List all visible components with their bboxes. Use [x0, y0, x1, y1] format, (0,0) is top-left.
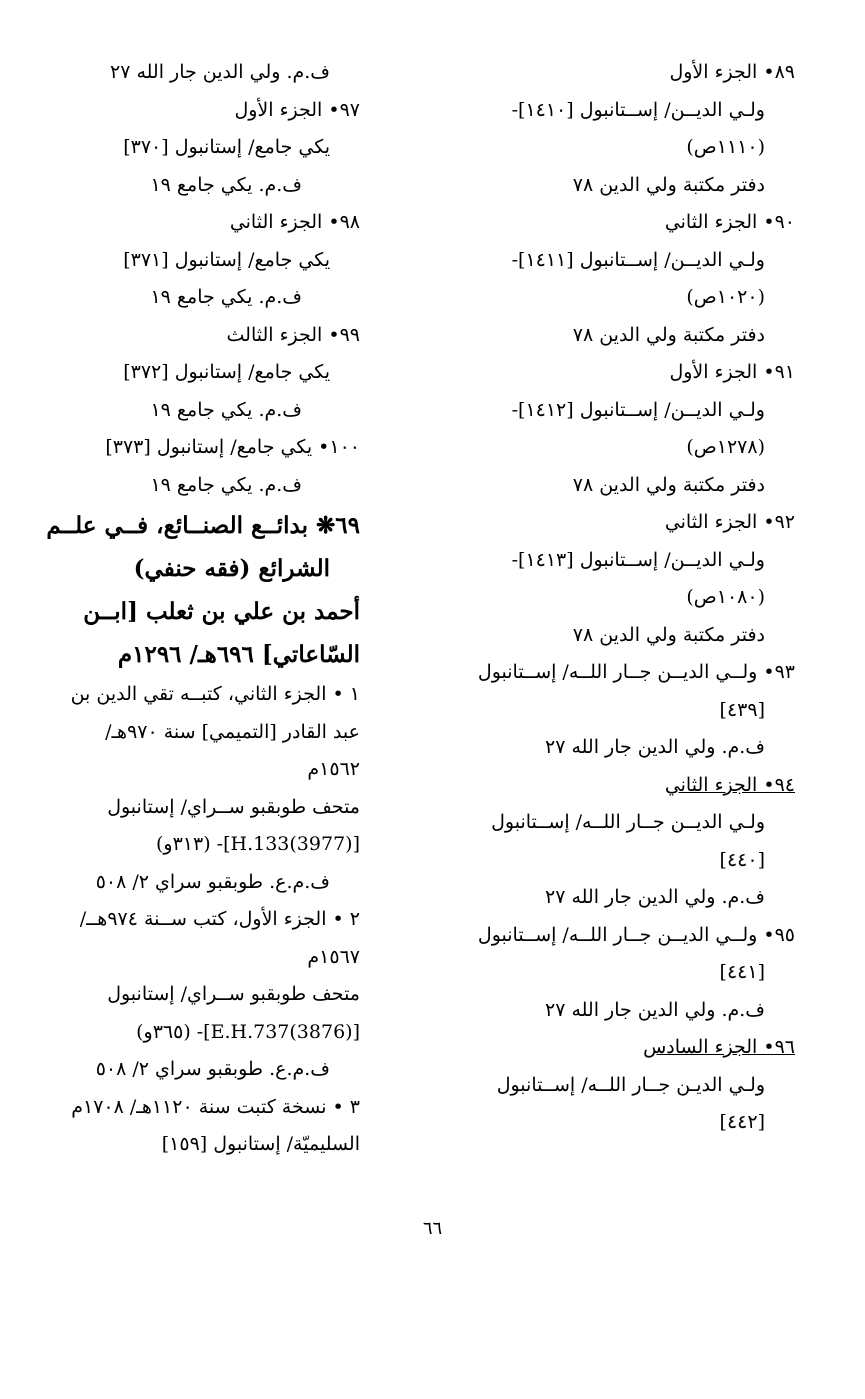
left-column-line: متحف طوبقبو ســراي/ إستانبول: [107, 795, 360, 818]
right-column-line: ٩١• الجزء الأول: [669, 361, 795, 383]
left-column-line: يكي جامع/ إستانبول [٣٧١]: [123, 248, 330, 271]
right-column-line: ولـي الديـن جــار اللــه/ إســتانبول: [496, 1073, 765, 1096]
left-column-line: [H.133(3977)]- (٣١٣و): [156, 833, 360, 855]
left-column-line: ٩٧• الجزء الأول: [234, 98, 360, 121]
left-column-line: ف.م. يكي جامع ١٩: [150, 398, 302, 421]
left-column-line: الشرائع (فقه حنفي): [133, 555, 330, 582]
right-column: [465, 54, 795, 1142]
right-column-line: ٩٠• الجزء الثاني: [664, 211, 795, 233]
right-column-line: ولـي الديــن/ إســتانبول [١٤١٣]-: [511, 548, 765, 571]
left-column-line: ١٥٦٢م: [307, 758, 360, 780]
right-column-line: ٩٣• ولــي الديــن جــار اللــه/ إســتانبول: [477, 661, 795, 683]
right-column-line: (١١١٠ص): [686, 136, 765, 158]
right-column-line: دفتر مكتبة ولي الدين ٧٨: [572, 623, 765, 646]
left-column-line: السّاعاتي] ٦٩٦هـ/ ١٢٩٦م: [117, 641, 360, 668]
right-column-line: ٩٢• الجزء الثاني: [664, 511, 795, 533]
right-column-line: ٩٥• ولــي الديــن جــار اللــه/ إســتانبول: [477, 923, 795, 946]
left-column-line: متحف طوبقبو ســراي/ إستانبول: [107, 983, 360, 1005]
right-column-line: ف.م. ولي الدين جار الله ٢٧: [544, 736, 765, 758]
left-column-line: ٩٨• الجزء الثاني: [229, 211, 360, 233]
right-column-line: ولـي الديــن جــار اللــه/ إســتانبول: [491, 811, 765, 833]
right-column-line: ولـي الديــن/ إســتانبول [١٤١١]-: [511, 248, 765, 271]
left-column-line: ٣ • نسخة كتبت سنة ١١٢٠هـ/ ١٧٠٨م: [71, 1095, 360, 1118]
right-column-line: ف.م. ولي الدين جار الله ٢٧: [544, 998, 765, 1021]
left-column-line: يكي جامع/ إستانبول [٣٧٢]: [123, 361, 330, 383]
left-column-line: ف.م. يكي جامع ١٩: [150, 473, 302, 496]
right-column-line: دفتر مكتبة ولي الدين ٧٨: [572, 173, 765, 196]
right-column-line: (١٢٧٨ص): [686, 436, 765, 458]
right-column-line: ف.م. ولي الدين جار الله ٢٧: [544, 886, 765, 908]
right-column-line: (١٠٨٠ص): [686, 586, 765, 608]
right-column-line: [٤٤١]: [719, 961, 765, 983]
left-column-line: أحمد بن علي بن ثعلب [ابــن: [83, 598, 360, 625]
left-column-line: ٢ • الجزء الأول، كتب ســنة ٩٧٤هــ/: [79, 908, 360, 930]
left-column-line: ف.م. يكي جامع ١٩: [150, 173, 302, 196]
right-column-line: [٤٤٠]: [719, 848, 765, 871]
right-column-line: ولـي الديــن/ إســتانبول [١٤١٢]-: [511, 398, 765, 421]
left-column-line: ٦٩❋ بدائــع الصنــائع، فــي علــم: [46, 512, 360, 539]
left-column: [46, 54, 360, 1164]
right-column-line: ٨٩• الجزء الأول: [669, 61, 795, 83]
left-column-line: السليميّة/ إستانبول [١٥٩]: [161, 1133, 360, 1155]
left-column-line: [E.H.737(3876)]- (٣٦٥و): [136, 1020, 360, 1043]
right-column-line: دفتر مكتبة ولي الدين ٧٨: [572, 323, 765, 346]
left-column-line: ١٥٦٧م: [307, 945, 360, 968]
left-column-line: عبد القادر [التميمي] سنة ٩٧٠هـ/: [105, 720, 360, 743]
left-column-line: ف.م. ولي الدين جار الله ٢٧: [109, 61, 330, 83]
left-column-line: ١ • الجزء الثاني، كتبــه تقي الدين بن: [70, 683, 360, 705]
right-column-line: [٤٣٩]: [719, 698, 765, 721]
right-column-line: ولـي الديــن/ إســتانبول [١٤١٠]-: [511, 98, 765, 121]
left-column-line: ف.م. يكي جامع ١٩: [150, 286, 302, 308]
right-column-line: ٩٤• الجزء الثاني: [664, 773, 795, 796]
right-column-line: [٤٤٢]: [719, 1111, 765, 1133]
page-number: ٦٦: [422, 1218, 443, 1239]
right-column-line: ٩٦• الجزء السادس: [643, 1036, 795, 1058]
left-column-line: ف.م.ع. طوبقبو سراي ٢/ ٥٠٨: [95, 1058, 330, 1080]
right-column-line: دفتر مكتبة ولي الدين ٧٨: [572, 473, 765, 496]
left-column-line: ١٠٠• يكي جامع/ إستانبول [٣٧٣]: [105, 436, 360, 458]
right-column-line: (١٠٢٠ص): [686, 286, 765, 308]
left-column-line: ف.م.ع. طوبقبو سراي ٢/ ٥٠٨: [95, 870, 330, 893]
left-column-line: يكي جامع/ إستانبول [٣٧٠]: [123, 136, 330, 158]
left-column-line: ٩٩• الجزء الثالث: [226, 323, 360, 346]
